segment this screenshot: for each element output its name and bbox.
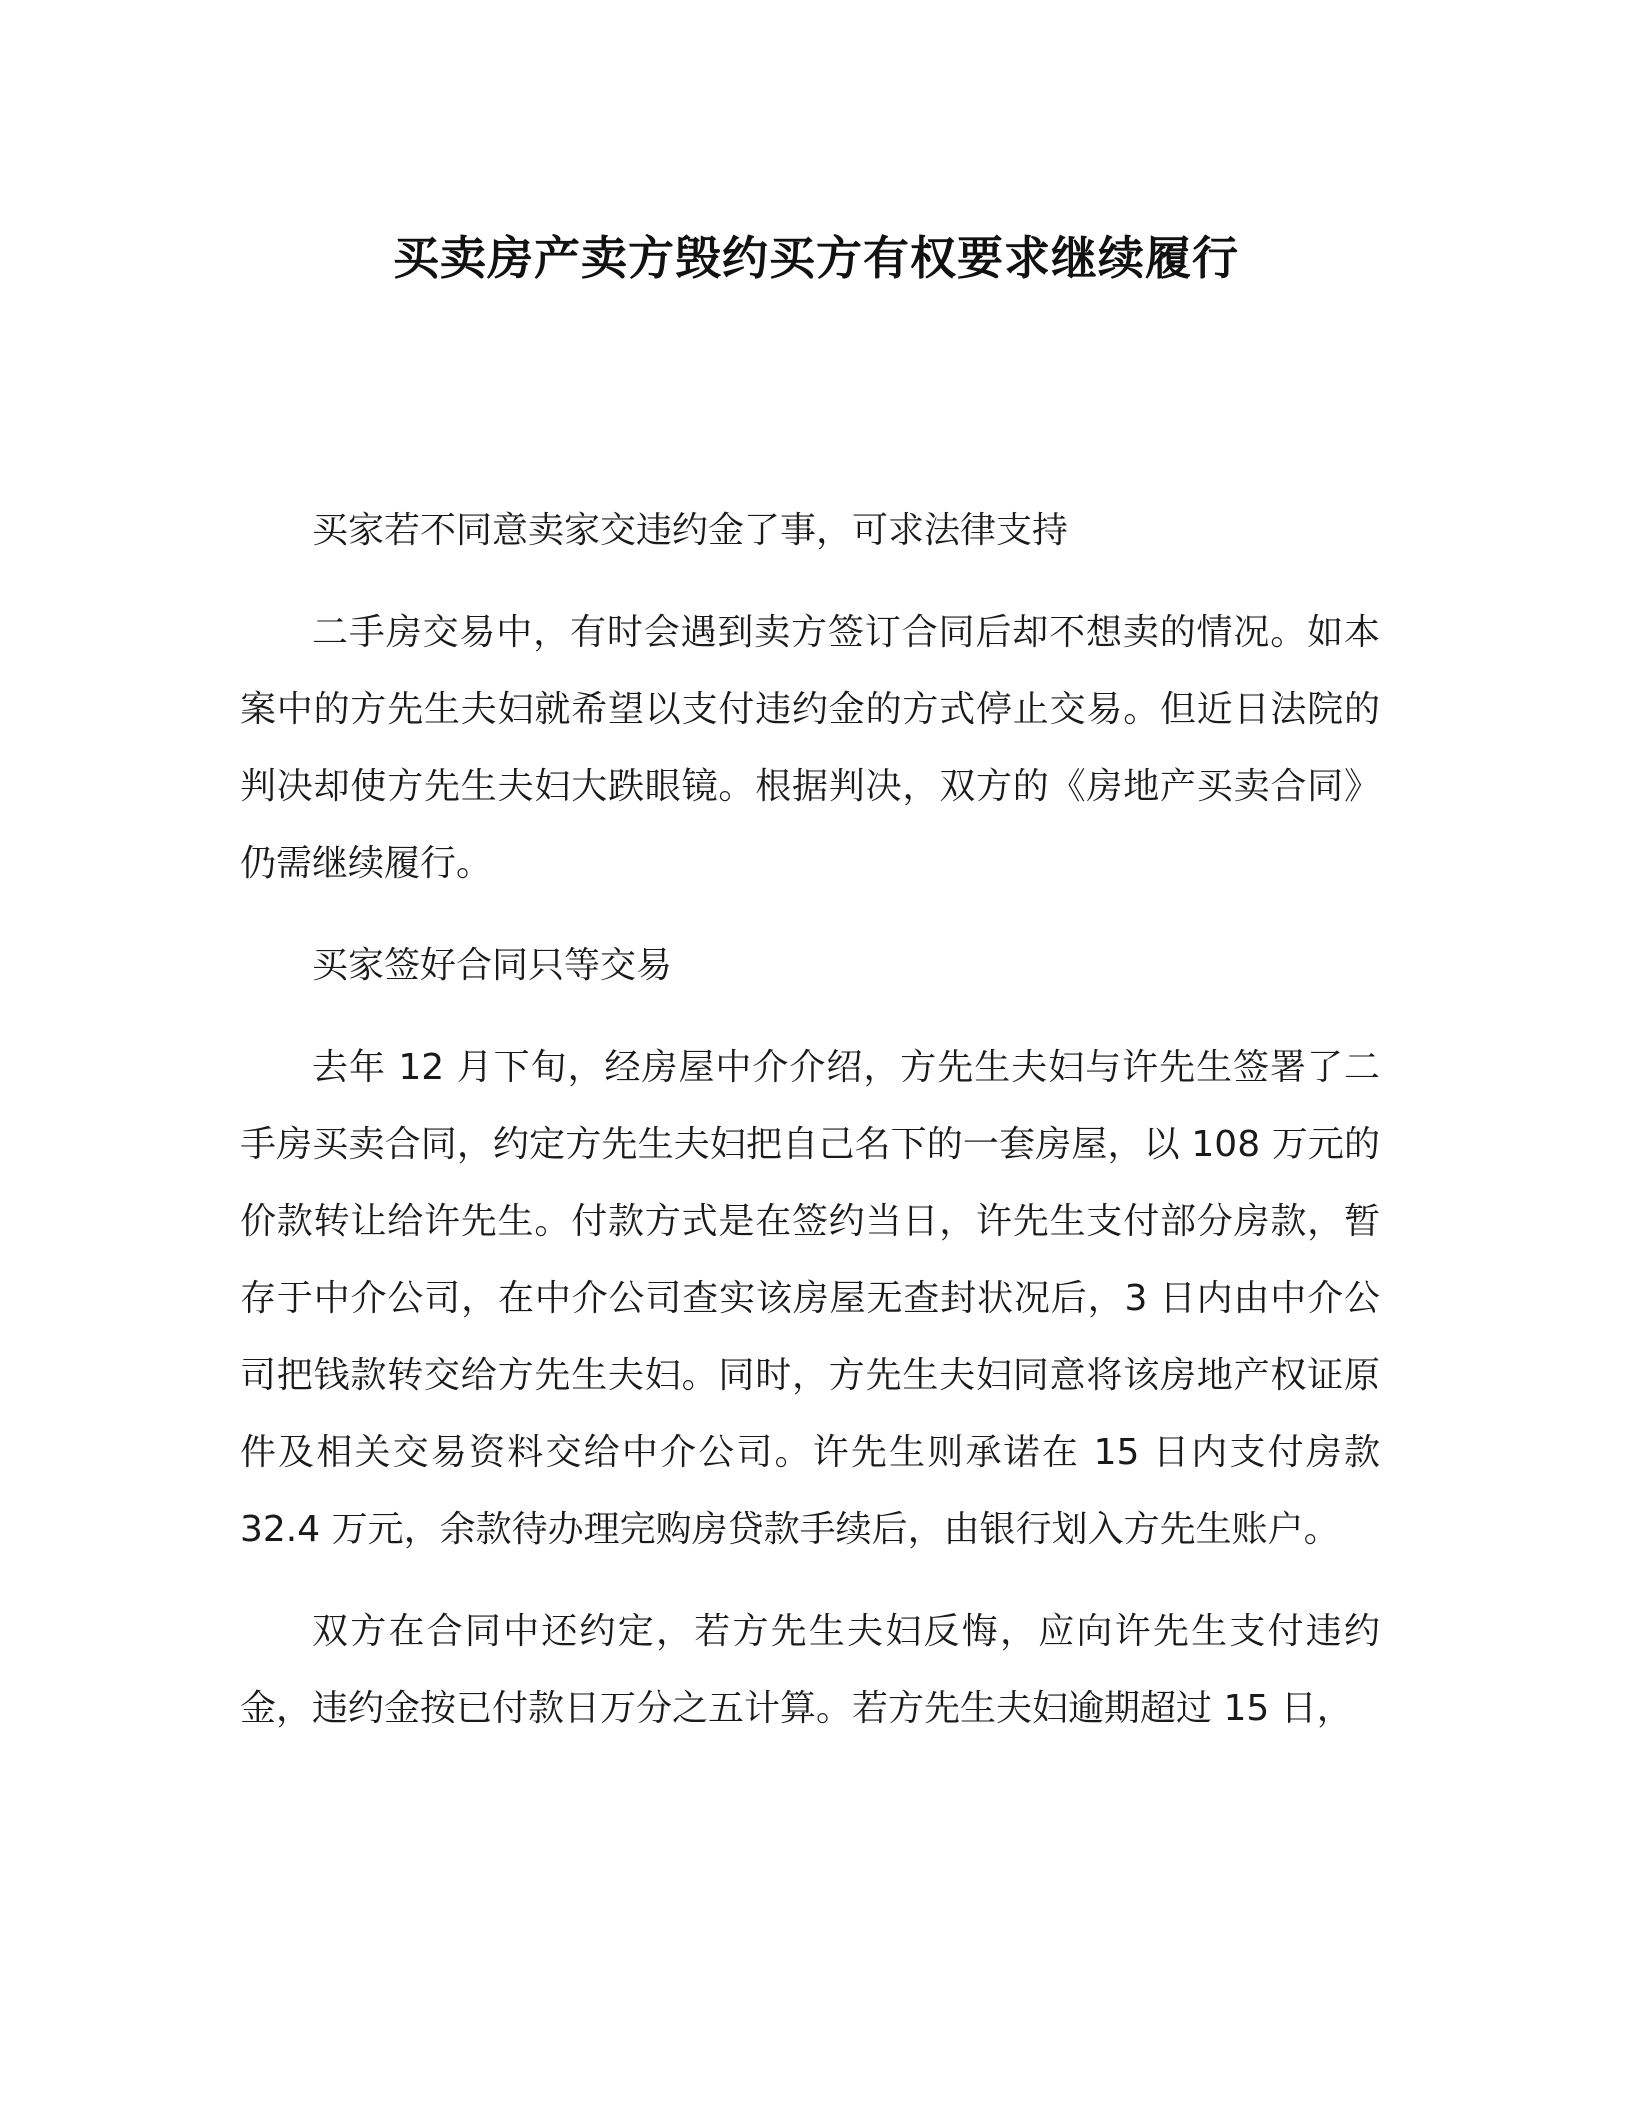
document-body — [240, 492, 1380, 1747]
paragraph: 去年 12 月下旬，经房屋中介介绍，方先生夫妇与许先生签署了二手房买卖合同，约定方先生夫妇把自己名下的一套房屋，以 108 万元的价款转让给许先生。付款方式是在签约当日，许先生支付部分房款，暂存于中介公司，在中介公司查实该房屋无查封状况后，3 日内由中介公司把钱款转交给方先生夫妇。同时，方先生夫妇同意将该房地产权证原件及相关交易资料交给中介公司。许先生则承诺在 15 日内支付房款 32.4 万元，余款待办理完购房贷款手续后，由银行划入方先生账户。 — [240, 1047, 1380, 1550]
paragraph: 二手房交易中，有时会遇到卖方签订合同后却不想卖的情况。如本案中的方先生夫妇就希望以支付违约金的方式停止交易。但近日法院的判决却使方先生夫妇大跌眼镜。根据判决，双方的《房地产买卖合同》仍需继续履行。 — [240, 612, 1380, 884]
section-heading: 买家签好合同只等交易 — [312, 945, 673, 986]
section-lead: 买家若不同意卖家交违约金了事，可求法律支持 — [312, 510, 1069, 551]
paragraph: 双方在合同中还约定，若方先生夫妇反悔，应向许先生支付违约金，违约金按已付款日万分之五计算。若方先生夫妇逾期超过 15 日， — [240, 1611, 1380, 1729]
document-title: 买卖房产卖方毁约买方有权要求继续履行 — [393, 231, 1239, 285]
